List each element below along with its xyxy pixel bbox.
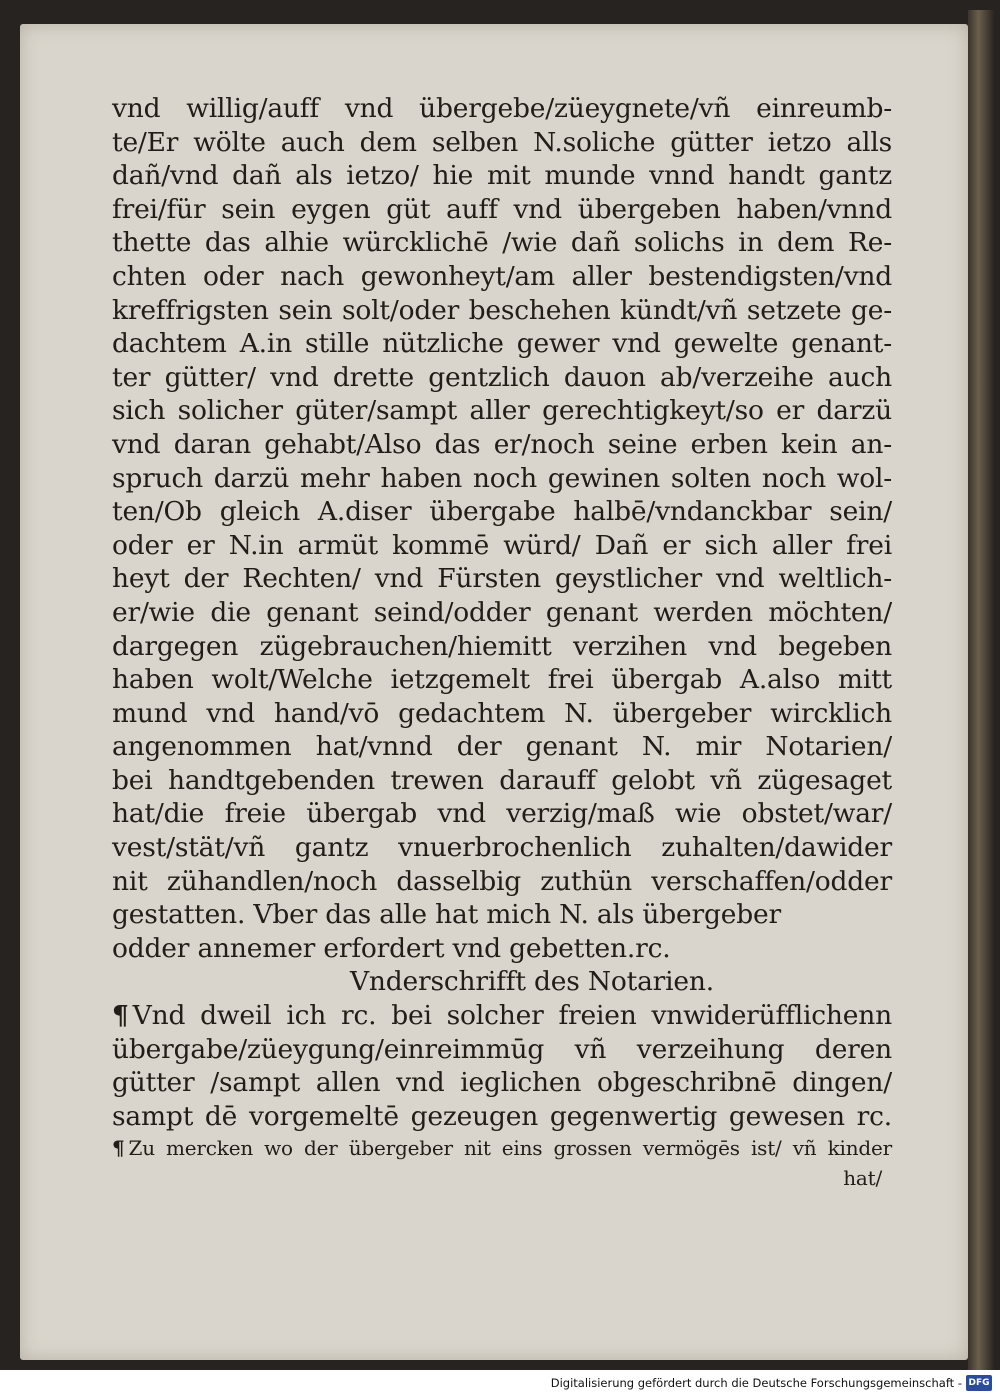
book-edge xyxy=(968,10,994,1370)
text-line: gestatten. Vber das alle hat mich N. als übergeber xyxy=(112,899,781,931)
pilcrow-mark: ¶ xyxy=(112,1136,125,1161)
text-line: angenommen hat/vnnd der genant N. mir Notarien/ xyxy=(112,731,892,763)
margin-note xyxy=(112,1133,892,1163)
text-line: mund vnd hand/vō gedachtem N. übergeber wircklich xyxy=(112,697,892,729)
text-line: vest/stät/vñ gantz vnuerbrochenlich zuhalten/dawider xyxy=(112,832,892,864)
text-line: haben wolt/Welche ietzgemelt frei übergab A.also mitt xyxy=(112,664,892,696)
pilcrow-mark: ¶ xyxy=(112,1000,129,1032)
text-line: ter gütter/ vnd drette gentzlich dauon ab/verzeihe auch xyxy=(112,361,892,393)
catchword: hat/ xyxy=(843,1166,882,1191)
text-line: vnd willig/auff vnd übergebe/züeygnete/vñ einreumb- xyxy=(112,93,892,124)
text-line: dañ/vnd dañ als ietzo/ hie mit munde vnnd handt gantz xyxy=(112,160,892,192)
text-line: kreffrigsten sein solt/oder beschehen kündt/vñ setzete ge- xyxy=(112,294,892,326)
dfg-logo: DFG xyxy=(966,1375,992,1391)
text-line: bei handtgebenden trewen darauff gelobt vñ zügesaget xyxy=(112,764,892,796)
text-line: ten/Ob gleich A.diser übergabe halbē/vndanckbar sein/ xyxy=(112,496,892,528)
notary-paragraph xyxy=(112,999,892,1133)
text-line: sampt dē vorgemeltē gezeugen gegenwertig gewesen rc. xyxy=(112,1100,892,1132)
text-line: vnd daran gehabt/Also das er/noch seine erben kein an- xyxy=(112,428,892,460)
text-line: heyt der Rechten/ vnd Fürsten geystlicher vnd weltlich- xyxy=(112,563,892,595)
page-text xyxy=(112,92,892,1193)
funding-notice: Digitalisierung gefördert durch die Deutsche Forschungsgemeinschaft - xyxy=(550,1376,962,1390)
footer-bar xyxy=(0,1370,1000,1397)
text-line: te/Er wölte auch dem selben N.soliche gütter ietzo alls xyxy=(112,126,892,158)
text-line: sich solicher güter/sampt aller gerechtigkeyt/so er darzü xyxy=(112,395,892,427)
text-line: er/wie die genant seind/odder genant werden möchten/ xyxy=(112,596,892,628)
text-line: thette das alhie würcklichē /wie dañ solichs in dem Re- xyxy=(112,227,892,259)
note-text: Zu mercken wo der übergeber nit eins grossen vermögēs ist/ vñ kinder xyxy=(128,1136,892,1161)
text-line: odder annemer erfordert vnd gebetten.rc. xyxy=(112,932,671,964)
text-line: hat/die freie übergab vnd verzig/maß wie obstet/war/ xyxy=(112,798,892,830)
text-line: frei/für sein eygen güt auff vnd übergeben haben/vnnd xyxy=(112,193,892,225)
main-text-block xyxy=(112,92,892,965)
text-line xyxy=(112,999,892,1033)
section-heading: Vnderschrifft des Notarien. xyxy=(349,966,715,998)
text-line: dachtem A.in stille nützliche gewer vnd gewelte genant- xyxy=(112,328,892,360)
line-text: Vnd dweil ich rc. bei solcher freien vnwiderüfflichenn xyxy=(132,1000,892,1032)
text-line: übergabe/züeygung/einreimmūg vñ verzeihung deren xyxy=(112,1033,892,1065)
text-line: gütter /sampt allen vnd ieglichen obgeschribnē dingen/ xyxy=(112,1067,892,1099)
text-line: oder er N.in armüt kommē würd/ Dañ er sich aller frei xyxy=(112,529,892,561)
text-line: spruch darzü mehr haben noch gewinen solten noch wol- xyxy=(112,462,892,494)
text-line: nit zühandlen/noch dasselbig zuthün verschaffen/odder xyxy=(112,865,892,897)
text-line: chten oder nach gewonheyt/am aller bestendigsten/vnd xyxy=(112,260,892,292)
text-line: dargegen zügebrauchen/hiemitt verzihen vnd begeben xyxy=(112,630,892,662)
